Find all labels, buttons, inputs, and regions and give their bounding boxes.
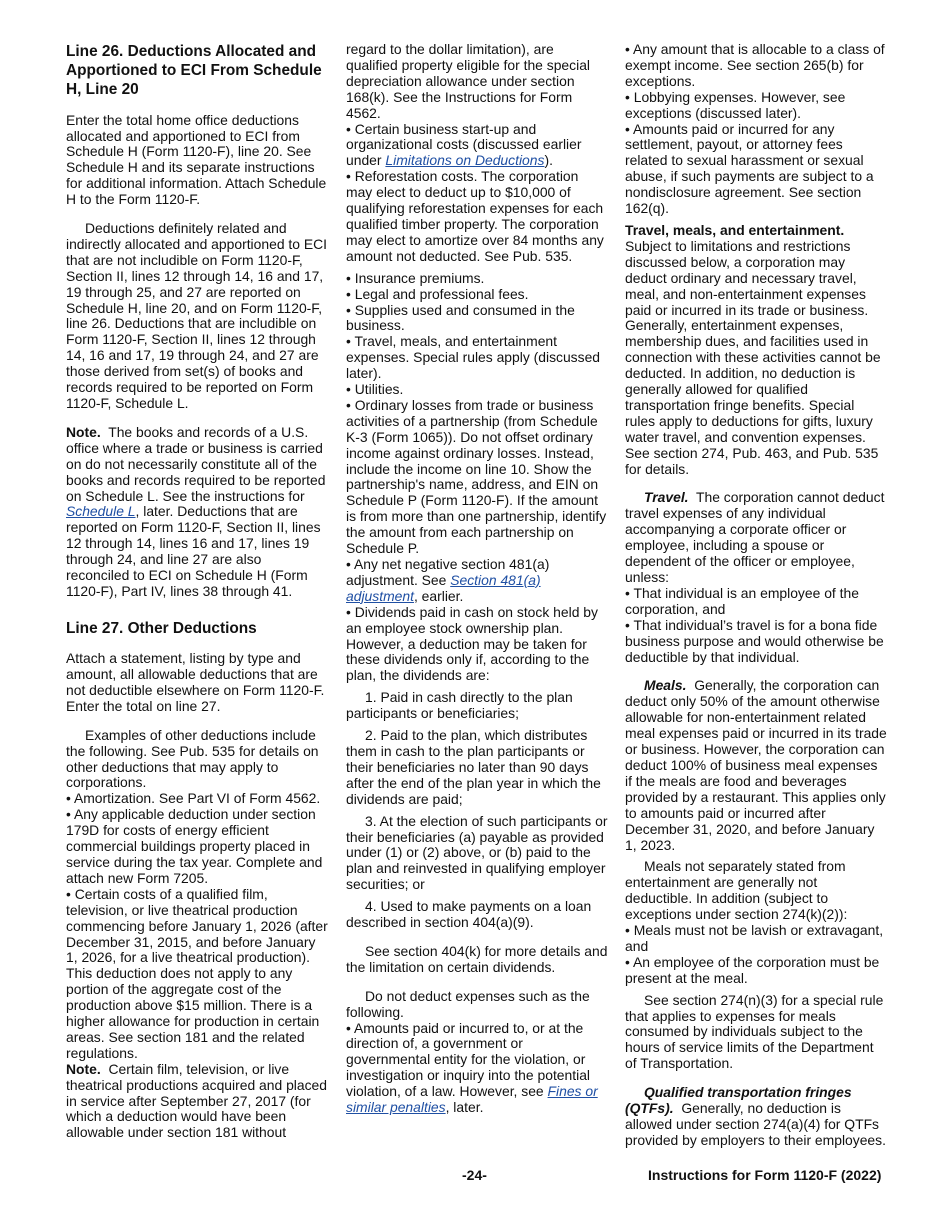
qtf-label: Qualified transportation fringes (QTFs). — [625, 1084, 852, 1117]
paragraph: Travel. The corporation cannot deduct travel expenses of any individual accompanying a corporate officer or employee, including a spouse or dependent of the officer or employee, unless: — [625, 489, 885, 585]
paragraph: Qualified transportation fringes (QTFs). Generally, no deduction is allowed under section 274(a)(4) for QTFs provided by employers to their employees. — [625, 1084, 886, 1148]
bullet-item: • Lobbying expenses. However, see exceptions (discussed later). — [625, 88, 846, 121]
paragraph: Deductions definitely related and indirectly allocated and apportioned to ECI that are not includible on Form 1120-F, Section II, lines 12 through 14, 16 and 17, 19 through 25, and 27 are reported on Schedule H, line 20, and on Form 1120-F, line 26. Deductions that are includible on Form 1120-F, Section II, lines 12 through 14, 16 and 17, 19 through 24, and 27 are those derived from set(s) of books and records required to be reported on Form 1120-F, Schedule L. — [66, 220, 327, 412]
bullet-item: • Insurance premiums. — [346, 269, 485, 286]
page-number: -24- — [462, 1167, 487, 1183]
numbered-item: 1. Paid in cash directly to the plan participants or beneficiaries; — [346, 689, 573, 722]
paragraph: Do not deduct expenses such as the following. — [346, 987, 590, 1020]
form-title-footer: Instructions for Form 1120-F (2022) — [648, 1167, 882, 1183]
limitations-on-deductions-link[interactable]: Limitations on Deductions — [385, 152, 545, 169]
bullet-item: • Certain costs of a qualified film, television, or live theatrical production commencing before January 1, 2026 (after December 31, 2015, and before January 1, 2026, for a live theatrical production). This deduction does not apply to any portion of the aggregate cost of the production above $15 million. There is a higher allowance for production in certain areas. See section 181 and the related regulations. — [66, 885, 328, 1061]
travel-label: Travel. — [644, 489, 689, 506]
paragraph: Enter the total home office deductions allocated and apportioned to ECI from Schedule H (Form 1120-F), line 20. See Schedule H and its separate instructions for additional information. Attach Schedule H to the Form 1120-F. — [66, 111, 327, 208]
bullet-item: • Any applicable deduction under section 179D for costs of energy efficient commercial buildings property placed in service during the tax year. Complete and attach new Form 7205. — [66, 806, 323, 886]
column-middle — [346, 42, 608, 1116]
bullet-item: • Reforestation costs. The corporation may elect to deduct up to $10,000 of qualifying reforestation expenses for each qualified timber property. The corporation may elect to amortize over 84 months any amount not deducted. See Pub. 535. — [346, 168, 604, 264]
note-label: Note. — [66, 423, 101, 440]
bullet-item: • Amounts paid or incurred for any settlement, payout, or attorney fees related to sexual harassment or sexual abuse, if such payments are subject to a nondisclosure agreement. See section 162(q). — [625, 120, 874, 217]
bullet-item: • That individual is an employee of the corporation, and — [625, 584, 859, 617]
bullet-item: • An employee of the corporation must be present at the meal. — [625, 953, 880, 986]
numbered-item: 3. At the election of such participants or their beneficiaries (a) payable as provided under (1) or (2) above, or (b) paid to the plan and reinvested in qualifying employer securities; or — [346, 812, 608, 893]
note-paragraph: Note. Certain film, television, or live theatrical productions acquired and placed in service after September 27, 2017 (for which a deduction would have been allowable under section 181 without — [66, 1060, 328, 1141]
bullet-item: • Any net negative section 481(a) adjustment. See Section 481(a) adjustment, earlier. — [346, 556, 550, 604]
fines-link[interactable]: Fines or similar penalties — [346, 1083, 598, 1116]
column-left — [66, 42, 328, 1141]
heading-line-26: Line 26. Deductions Allocated and Apportioned to ECI From Schedule H, Line 20 — [66, 43, 322, 99]
bullet-item: • Legal and professional fees. — [346, 285, 529, 302]
paragraph: See section 404(k) for more details and the limitation on certain dividends. — [346, 942, 608, 975]
bullet-item: • Ordinary losses from trade or business activities of a partnership (from Schedule K-3 (Form 1065)). Do not offset ordinary income against ordinary losses. Instead, include the income on line 10. Show the partnership's name, address, and EIN on Schedule P (Form 1120-F). If the amount is from more than one partnership, identify the amount from each partnership on Schedule P. — [346, 396, 607, 557]
bullet-item: • Travel, meals, and entertainment expenses. Special rules apply (discussed later). — [346, 333, 601, 382]
bullet-item: • Certain business start-up and organizational costs (discussed earlier under Limitations on Deductions). — [346, 120, 582, 169]
bullet-item: • Supplies used and consumed in the business. — [346, 301, 575, 334]
bullet-item: • That individual’s travel is for a bona fide business purpose and would otherwise be deductible by that individual. — [625, 616, 884, 665]
numbered-item: 4. Used to make payments on a loan described in section 404(a)(9). — [346, 898, 592, 931]
paragraph: See section 274(n)(3) for a special rule that applies to expenses for meals consumed by individuals subject to the hours of service limits of the Department of Transportation. — [625, 991, 884, 1072]
bullet-item: • Meals must not be lavish or extravagant, and — [625, 922, 884, 954]
bullet-item: • Amounts paid or incurred to, or at the direction of, a government or governmental entity for the violation, or investigation or inquiry into the potential violation, of a law. However, see Fines or similar penalties, later. — [346, 1019, 598, 1116]
note-paragraph: Note. The books and records of a U.S. office where a trade or business is carried on do not necessarily constitute all of the books and records required to be reported on Schedule L. See the instructions for Schedule L, later. Deductions that are reported on Form 1120-F, Section II, lines 12 through 14, lines 16 and 17, lines 19 through 24, and line 27 are also reconciled to ECI on Schedule H (Form 1120-F), Part IV, lines 38 through 41. — [66, 423, 326, 599]
paragraph: regard to the dollar limitation), are qualified property eligible for the special depreciation allowance under section 168(k). See the Instructions for Form 4562. — [346, 41, 591, 121]
bullet-item: • Utilities. — [346, 381, 404, 398]
section-481a-link[interactable]: Section 481(a) adjustment — [346, 571, 541, 604]
column-right — [625, 42, 887, 1149]
bullet-item: • Any amount that is allocable to a class of exempt income. See section 265(b) for exceptions. — [625, 41, 885, 89]
travel-meals-heading: Travel, meals, and entertainment. — [625, 221, 845, 238]
paragraph: Meals not separately stated from entertainment are generally not deductible. In addition (subject to exceptions under section 274(k)(2)): — [625, 858, 848, 923]
heading-line-27: Line 27. Other Deductions — [66, 619, 257, 637]
meals-label: Meals. — [644, 677, 687, 694]
paragraph: Examples of other deductions include the following. See Pub. 535 for details on other deductions that may apply to corporations. — [66, 726, 319, 791]
note-label: Note. — [66, 1060, 101, 1077]
bullet-item: • Amortization. See Part VI of Form 4562. — [66, 790, 321, 807]
bullet-item: • Dividends paid in cash on stock held by an employee stock ownership plan. However, a deduction may be taken for these dividends only if, according to the plan, the dividends are: — [346, 603, 598, 684]
paragraph: Meals. Generally, the corporation can deduct only 50% of the amount otherwise allowable for non-entertainment related meal expenses paid or incurred in its trade or business. However, the corporation can deduct 100% of business meal expenses if the meals are food and beverages provided by a restaurant. This applies only to amounts paid or incurred after December 31, 2020, and before January 1, 2023. — [625, 677, 887, 853]
paragraph: Travel, meals, and entertainment. Subject to limitations and restrictions discussed below, a corporation may deduct ordinary and necessary travel, meal, and non-entertainment expenses paid or incurred in its trade or business. Generally, entertainment expenses, membership dues, and facilities used in connection with these activities cannot be deducted. In addition, no deduction is generally allowed for qualified transportation fringe benefits. Special rules apply to deductions for gifts, luxury water travel, and convention expenses. See section 274, Pub. 463, and Pub. 535 for details. — [625, 221, 881, 477]
schedule-l-link[interactable]: Schedule L — [66, 503, 136, 520]
numbered-item: 2. Paid to the plan, which distributes them in cash to the plan participants or their beneficiaries no later than 90 days after the end of the plan year in which the dividends are paid; — [346, 727, 601, 807]
paragraph: Attach a statement, listing by type and amount, all allowable deductions that are not deductible elsewhere on Form 1120-F. Enter the total on line 27. — [66, 650, 325, 714]
